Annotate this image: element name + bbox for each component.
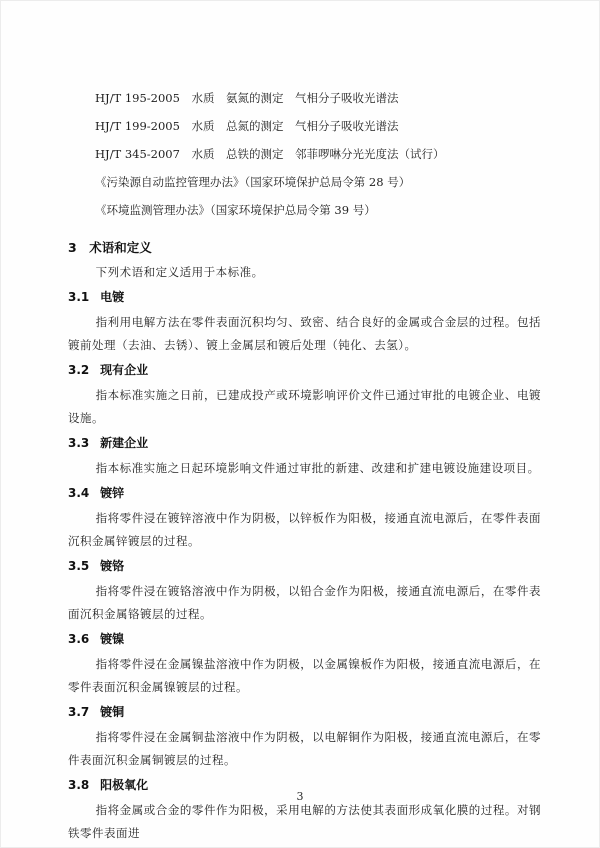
section-heading — [68, 236, 541, 259]
term-definition: 指将零件浸在金属铜盐溶液中作为阴极，以电解铜作为阳极，接通直流电源后，在零件表面沉积金属铜镀层的过程。 — [68, 730, 541, 767]
reference-line — [68, 84, 541, 112]
reference-part: 水质 — [191, 91, 215, 105]
term-definition: 指将零件浸在镀锌溶液中作为阴极，以锌板作为阳极，接通直流电源后，在零件表面沉积金属锌镀层的过程。 — [68, 511, 541, 548]
term-definition: 指利用电解方法在零件表面沉积均匀、致密、结合良好的金属或合金层的过程。包括镀前处理（去油、去锈）、镀上金属层和镀后处理（钝化、去氢）。 — [68, 315, 541, 352]
term-number: 3.2 — [68, 363, 90, 377]
term-number: 3.5 — [68, 559, 90, 573]
term-number: 3.3 — [68, 436, 90, 450]
reference-code: HJ/T 199-2005 — [95, 119, 180, 133]
term-title: 镀铬 — [100, 559, 125, 573]
term-title: 现有企业 — [100, 363, 149, 377]
term-heading — [68, 628, 541, 651]
term-title: 阳极氧化 — [100, 778, 149, 792]
term-number: 3.4 — [68, 486, 90, 500]
reference-part: 总铁的测定 — [225, 147, 284, 161]
term-number: 3.6 — [68, 632, 90, 646]
page-number: 3 — [296, 790, 304, 803]
term-title: 电镀 — [100, 290, 125, 304]
section-number: 3 — [68, 240, 77, 255]
reference-code: HJ/T 345-2007 — [95, 147, 180, 161]
reference-part: 氨氮的测定 — [225, 91, 284, 105]
term-heading — [68, 555, 541, 578]
reference-part: 水质 — [191, 147, 215, 161]
term-heading — [68, 701, 541, 724]
term-number: 3.7 — [68, 705, 90, 719]
term-heading — [68, 432, 541, 455]
term-title: 镀铜 — [100, 705, 125, 719]
reference-part: 总氮的测定 — [225, 119, 284, 133]
reference-part: 气相分子吸收光谱法 — [294, 119, 399, 133]
regulation-line: 《污染源自动监控管理办法》（国家环境保护总局令第 28 号） — [95, 175, 411, 189]
reference-part: 气相分子吸收光谱法 — [294, 91, 399, 105]
regulation-line: 《环境监测管理办法》（国家环境保护总局令第 39 号） — [95, 203, 376, 217]
reference-code: HJ/T 195-2005 — [95, 91, 180, 105]
reference-line — [68, 112, 541, 140]
term-definition: 指将金属或合金的零件作为阳极，采用电解的方法使其表面形成氧化膜的过程。对钢铁零件表面进 — [68, 803, 541, 840]
term-title: 镀镍 — [100, 632, 125, 646]
section-intro: 下列术语和定义适用于本标准。 — [95, 265, 264, 279]
reference-line — [68, 140, 541, 168]
term-heading — [68, 482, 541, 505]
references-list — [68, 84, 541, 224]
term-number: 3.8 — [68, 778, 90, 792]
term-title: 镀锌 — [100, 486, 125, 500]
term-heading — [68, 359, 541, 382]
reference-part: 邻菲啰啉分光光度法（试行） — [294, 147, 445, 161]
term-definition: 指将零件浸在金属镍盐溶液中作为阴极，以金属镍板作为阳极，接通直流电源后，在零件表面沉积金属镍镀层的过程。 — [68, 657, 541, 694]
section-title: 术语和定义 — [89, 240, 152, 255]
term-title: 新建企业 — [100, 436, 149, 450]
reference-part: 水质 — [191, 119, 215, 133]
term-definition: 指将零件浸在镀铬溶液中作为阴极，以铅合金作为阳极，接通直流电源后，在零件表面沉积金属铬镀层的过程。 — [68, 584, 541, 621]
term-definition: 指本标准实施之日前，已建成投产或环境影响评价文件已通过审批的电镀企业、电镀设施。 — [68, 388, 541, 425]
term-definition: 指本标准实施之日起环境影响文件通过审批的新建、改建和扩建电镀设施建设项目。 — [95, 461, 540, 475]
term-heading — [68, 286, 541, 309]
term-number: 3.1 — [68, 290, 90, 304]
